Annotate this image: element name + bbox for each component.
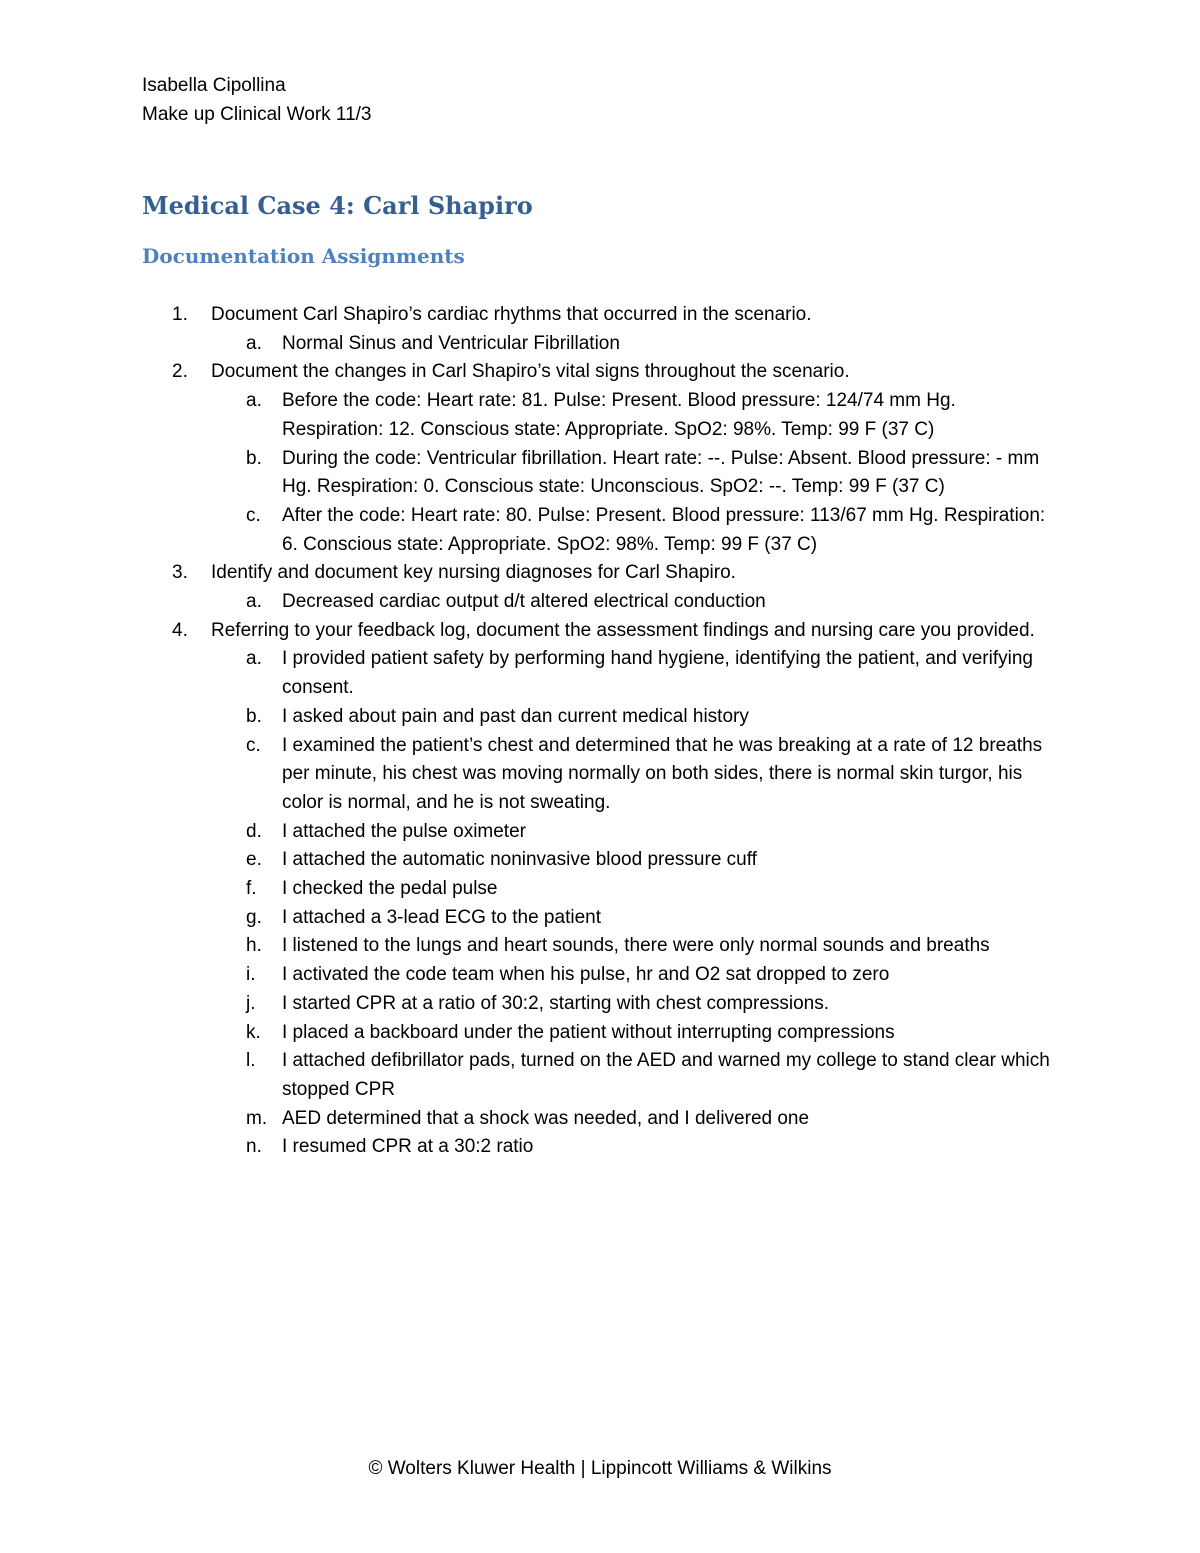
sub-item-text: Before the code: Heart rate: 81. Pulse: Present. Blood pressure: 124/74 mm Hg. Respiration: 12. Conscious state: Appropriate. SpO2: 98%. Temp: 99 F (37 C) bbox=[282, 390, 956, 440]
sub-item bbox=[0, 387, 1200, 444]
sub-item-letter: n. bbox=[246, 1136, 262, 1158]
sub-item-text: I listened to the lungs and heart sounds, there were only normal sounds and breaths bbox=[282, 935, 990, 957]
sub-item bbox=[0, 1105, 1200, 1134]
author-name: Isabella Cipollina bbox=[142, 75, 286, 96]
sub-item-text: I asked about pain and past dan current medical history bbox=[282, 705, 749, 727]
sub-item-letter: k. bbox=[246, 1021, 261, 1043]
sub-item bbox=[0, 846, 1200, 875]
sub-item bbox=[0, 588, 1200, 617]
sub-item bbox=[0, 502, 1200, 559]
sub-item bbox=[0, 818, 1200, 847]
sub-item-letter: m. bbox=[246, 1107, 268, 1129]
sub-item-text: AED determined that a shock was needed, and I delivered one bbox=[282, 1107, 810, 1129]
sub-item-text: I activated the code team when his pulse, hr and O2 sat dropped to zero bbox=[282, 964, 890, 986]
sub-item-letter: i. bbox=[246, 964, 256, 986]
sub-item-text: I attached defibrillator pads, turned on the AED and warned my college to stand clear which stopped CPR bbox=[282, 1050, 1050, 1100]
item-number: 2. bbox=[172, 361, 188, 383]
sub-item bbox=[0, 904, 1200, 933]
sub-item-letter: h. bbox=[246, 935, 262, 957]
assignment-list bbox=[0, 301, 1200, 1162]
sub-item-text: Decreased cardiac output d/t altered electrical conduction bbox=[282, 591, 766, 613]
sub-item bbox=[0, 330, 1200, 359]
sub-item bbox=[0, 1047, 1200, 1104]
document-subtitle: Make up Clinical Work 11/3 bbox=[142, 104, 372, 125]
item-text: Document the changes in Carl Shapiro’s vital signs throughout the scenario. bbox=[211, 361, 850, 383]
sub-item bbox=[0, 875, 1200, 904]
sub-item-text: I provided patient safety by performing hand hygiene, identifying the patient, and verifying consent. bbox=[282, 648, 1033, 699]
sub-item bbox=[0, 445, 1200, 502]
item-number: 4. bbox=[172, 619, 188, 641]
sub-item bbox=[0, 932, 1200, 961]
sub-item-text: I placed a backboard under the patient without interrupting compressions bbox=[282, 1021, 895, 1043]
sub-item bbox=[0, 703, 1200, 732]
sub-item-letter: f. bbox=[246, 878, 257, 900]
sub-item-letter: a. bbox=[246, 648, 262, 670]
sub-item-letter: a. bbox=[246, 591, 262, 613]
sub-item-letter: a. bbox=[246, 332, 262, 354]
case-title: Medical Case 4: Carl Shapiro bbox=[142, 191, 533, 220]
assignment-item bbox=[0, 559, 1200, 588]
sub-item bbox=[0, 645, 1200, 702]
footer-copyright: © Wolters Kluwer Health | Lippincott Williams & Wilkins bbox=[368, 1458, 832, 1479]
sub-item-text: During the code: Ventricular fibrillation. Heart rate: --. Pulse: Absent. Blood pressure: - mm Hg. Respiration: 0. Conscious state: Unconscious. SpO2: --. Temp: 99 F (37 C) bbox=[282, 447, 1040, 498]
assignment-item bbox=[0, 301, 1200, 330]
sub-item bbox=[0, 732, 1200, 818]
sub-item-text: I attached a 3-lead ECG to the patient bbox=[282, 906, 601, 928]
item-text: Document Carl Shapiro’s cardiac rhythms that occurred in the scenario. bbox=[211, 304, 812, 325]
sub-item-letter: b. bbox=[246, 447, 262, 469]
item-number: 3. bbox=[172, 562, 188, 584]
sub-item-letter: j. bbox=[246, 992, 256, 1014]
sub-item-text: I started CPR at a ratio of 30:2, starting with chest compressions. bbox=[282, 992, 830, 1014]
item-number: 1. bbox=[172, 304, 188, 325]
sub-item-letter: b. bbox=[246, 705, 262, 727]
sub-item-letter: a. bbox=[246, 390, 262, 412]
sub-item-text: I attached the pulse oximeter bbox=[282, 820, 526, 842]
sub-item-text: I checked the pedal pulse bbox=[282, 878, 498, 900]
sub-item bbox=[0, 1133, 1200, 1162]
section-heading: Documentation Assignments bbox=[142, 244, 465, 268]
sub-item bbox=[0, 1019, 1200, 1048]
sub-item-text: I attached the automatic noninvasive blood pressure cuff bbox=[282, 849, 757, 871]
assignment-item bbox=[0, 617, 1200, 646]
item-text: Identify and document key nursing diagnoses for Carl Shapiro. bbox=[211, 562, 736, 584]
sub-item-letter: c. bbox=[246, 734, 261, 756]
sub-item-letter: g. bbox=[246, 906, 262, 928]
assignment-item bbox=[0, 358, 1200, 387]
sub-item-text: I examined the patient’s chest and determined that he was breaking at a rate of 12 breaths per minute, his chest was moving normally on both sides, there is normal skin turgor, his color is normal, and he is not sweating. bbox=[282, 734, 1043, 813]
sub-item-letter: d. bbox=[246, 820, 262, 842]
item-text: Referring to your feedback log, document the assessment findings and nursing care you provided. bbox=[211, 619, 1035, 641]
sub-item bbox=[0, 961, 1200, 990]
sub-item-letter: e. bbox=[246, 849, 262, 871]
sub-item-text: Normal Sinus and Ventricular Fibrillation bbox=[282, 332, 620, 354]
sub-item-text: After the code: Heart rate: 80. Pulse: Present. Blood pressure: 113/67 mm Hg. Respiration: 6. Conscious state: Appropriate. SpO2: 98%. Temp: 99 F (37 C) bbox=[282, 504, 1046, 555]
sub-item-letter: c. bbox=[246, 504, 261, 526]
sub-item-text: I resumed CPR at a 30:2 ratio bbox=[282, 1136, 534, 1158]
sub-item bbox=[0, 990, 1200, 1019]
sub-item-letter: l. bbox=[246, 1050, 256, 1072]
